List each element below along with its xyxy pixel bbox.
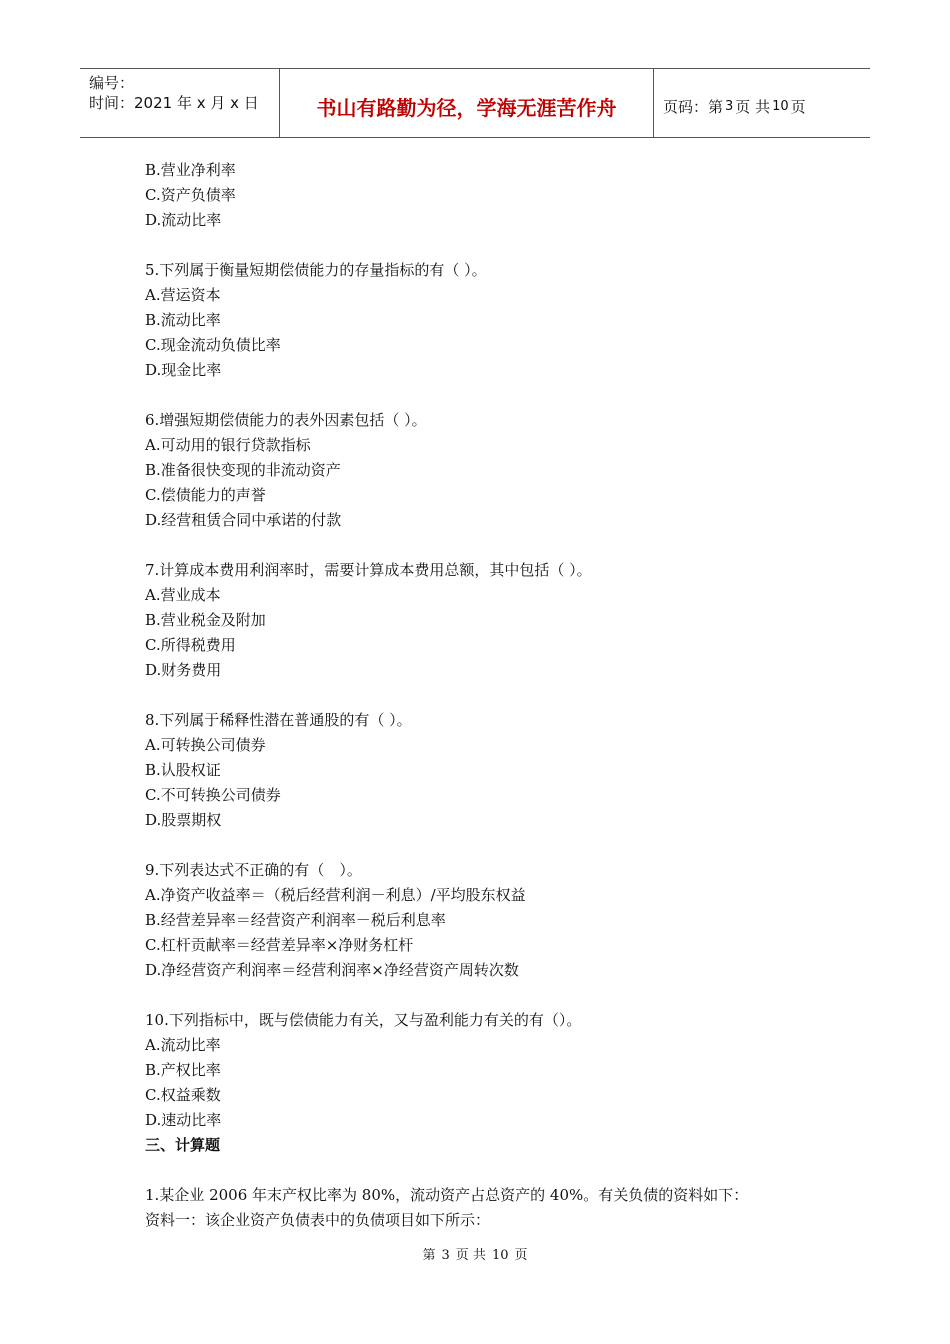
option-text: C.不可转换公司债券	[145, 786, 281, 804]
blank-line	[145, 833, 825, 858]
option-text: B.营业税金及附加	[145, 611, 266, 629]
option-text: A.可转换公司债券	[145, 736, 266, 754]
page-suffix: 页	[790, 97, 806, 116]
page-header	[80, 68, 870, 138]
document-body	[145, 158, 825, 1233]
page-footer	[0, 1244, 950, 1263]
footer-current: 3	[441, 1248, 450, 1263]
option-text: D.财务费用	[145, 661, 222, 679]
option-text: B.认股权证	[145, 761, 221, 779]
option-text: D.速动比率	[145, 1111, 222, 1129]
text-line: D.流动比率	[145, 211, 222, 229]
option-text: B.流动比率	[145, 311, 221, 329]
blank-line	[145, 1158, 825, 1183]
question-text: 5.下列属于衡量短期偿债能力的存量指标的有（ ）。	[145, 261, 487, 279]
option-text: A.可动用的银行贷款指标	[145, 436, 311, 454]
option-text: C.权益乘数	[145, 1086, 221, 1104]
question-text: 7.计算成本费用利润率时，需要计算成本费用总额，其中包括（ ）。	[145, 561, 592, 579]
text-line: 资料一：该企业资产负债表中的负债项目如下所示：	[145, 1211, 491, 1229]
option-text: A.流动比率	[145, 1036, 221, 1054]
question-text: 6.增强短期偿债能力的表外因素包括（ ）。	[145, 411, 427, 429]
header-page-indicator	[654, 69, 870, 137]
option-text: D.股票期权	[145, 811, 222, 829]
header-motto: 书山有路勤为径，学海无涯苦作舟	[280, 69, 654, 137]
page-total: 10	[772, 98, 789, 114]
blank-line	[145, 983, 825, 1008]
blank-line	[145, 683, 825, 708]
question-text: 10.下列指标中，既与偿债能力有关，又与盈利能力有关的有（）。	[145, 1011, 582, 1029]
text-line: C.资产负债率	[145, 186, 236, 204]
footer-suffix: 页	[514, 1248, 528, 1263]
option-text: C.偿债能力的声誉	[145, 486, 266, 504]
blank-line	[145, 533, 825, 558]
text-line: B.营业净利率	[145, 161, 236, 179]
section-heading: 三、计算题	[145, 1136, 221, 1154]
document-time-label: 时间：2021 年 x 月 x 日	[89, 94, 259, 112]
page-current: 3	[725, 98, 734, 114]
option-text: D.经营租赁合同中承诺的付款	[145, 511, 342, 529]
question-text: 8.下列属于稀释性潜在普通股的有（ ）。	[145, 711, 412, 729]
option-text: B.产权比率	[145, 1061, 221, 1079]
option-text: A.营运资本	[145, 286, 221, 304]
blank-line	[145, 233, 825, 258]
document-number-label: 编号：	[89, 74, 135, 92]
option-text: B.经营差异率＝经营资产利润率－税后利息率	[145, 911, 446, 929]
option-text: C.所得税费用	[145, 636, 236, 654]
page-prefix: 页码：第	[663, 97, 724, 116]
footer-total: 10	[491, 1248, 509, 1263]
option-text: A.净资产收益率＝（税后经营利润－利息）/平均股东权益	[145, 886, 526, 904]
footer-prefix: 第	[422, 1248, 436, 1263]
page-middle: 页 共	[735, 97, 771, 116]
option-text: D.现金比率	[145, 361, 222, 379]
option-text: D.净经营资产利润率＝经营利润率×净经营资产周转次数	[145, 961, 519, 979]
blank-line	[145, 383, 825, 408]
option-text: B.准备很快变现的非流动资产	[145, 461, 341, 479]
option-text: C.现金流动负债比率	[145, 336, 281, 354]
header-left-cell	[80, 69, 280, 137]
question-text: 1.某企业 2006 年末产权比率为 80%，流动资产占总资产的 40%。有关负债的资料如下：	[145, 1186, 749, 1204]
option-text: C.杠杆贡献率＝经营差异率×净财务杠杆	[145, 936, 414, 954]
option-text: A.营业成本	[145, 586, 221, 604]
footer-middle: 页 共	[455, 1248, 486, 1263]
question-text: 9.下列表达式不正确的有（ ）。	[145, 861, 362, 879]
